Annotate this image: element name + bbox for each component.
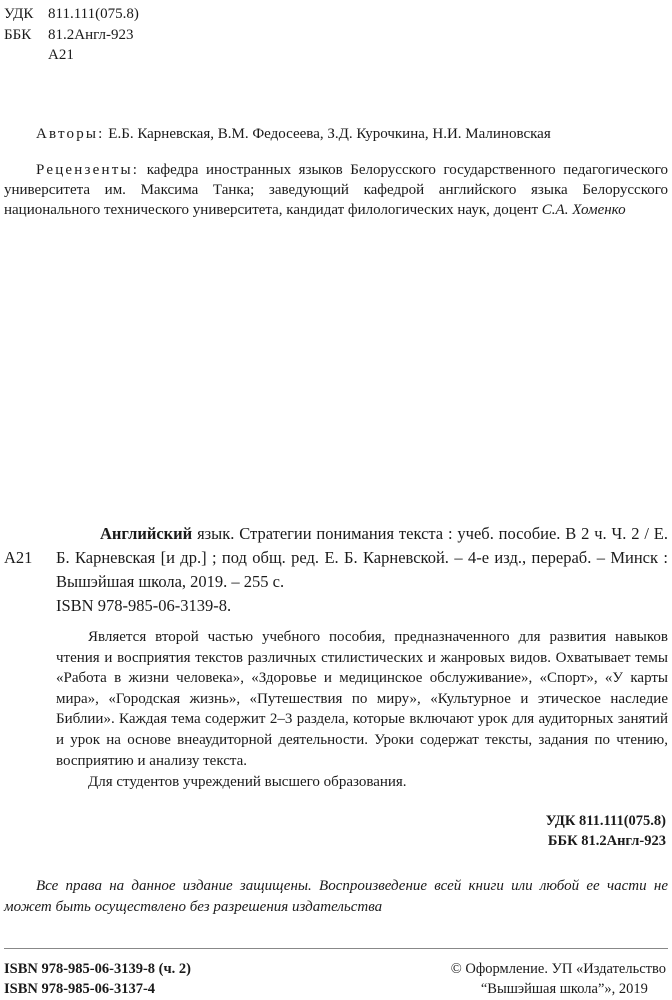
udk-row	[4, 4, 139, 25]
isbn-set: ISBN 978-985-06-3137-4	[4, 980, 156, 997]
reviewers-text: кафедра иностранных языков Белорусского государственного педагогического университета им. Максима Танка; заведующий кафедрой английского языка Белорусского национального технического университета, кандидат филологических наук, доцент	[4, 162, 669, 218]
udk-label: УДК	[4, 6, 34, 22]
footer-divider	[4, 948, 668, 949]
catalog-body	[56, 522, 668, 618]
reviewer-person: С.А. Хоменко	[541, 202, 626, 218]
authors-names: Е.Б. Карневская, В.М. Федосеева, З.Д. Курочкина, Н.И. Малиновская	[108, 126, 551, 142]
annotation-text: Является второй частью учебного пособия, предназначенного для развития навыков чтения и восприятия текстов различных стилистических и жанровых видов. Охватывает темы «Работа в жизни человека», «Здоровье и медицинское обслуживание», «Спорт», «У карты мира», «Городская жизнь», «Путешествия по миру», «Культурное и этическое наследие Библии». Каждая тема содержит 2–3 раздела, которые включают урок для аудиторных занятий и урок на основе внеаудиторной деятельности. Уроки содержат тексты, задания по чтению, восприятию и анализу текста.	[56, 629, 668, 769]
catalog-entry	[4, 522, 668, 618]
footer-copyright	[451, 960, 666, 999]
reviewers-paragraph	[4, 160, 668, 220]
catalog-description	[56, 522, 668, 594]
rights-notice: Все права на данное издание защищены. Воспроизведение всей книги или любой ее части не может быть осуществлено без разрешения издательства	[4, 878, 668, 915]
footer-isbn-block	[4, 960, 191, 999]
catalog-title-rest: язык. Стратегии понимания текста : учеб. пособие. В 2 ч. Ч. 2 / Е. Б. Карневская [и др.] ; под общ. ред. Е. Б. Карневской. – 4-е изд., перераб. – Минск : Вышэйшая школа, 2019. – 255 с.	[56, 524, 668, 591]
catalog-mark: А21	[4, 548, 33, 567]
authors-line	[36, 126, 668, 143]
annotation-audience: Для студентов учреждений высшего образования.	[88, 774, 407, 790]
copyright-line-2: “Вышэйшая школа”», 2019	[480, 980, 648, 997]
bbk-label: ББК	[4, 26, 32, 43]
bbk-row	[4, 25, 139, 46]
reviewers-label: Рецензенты:	[36, 162, 140, 178]
classification-codes	[4, 4, 139, 66]
isbn-part: ISBN 978-985-06-3139-8 (ч. 2)	[4, 961, 191, 977]
author-mark: А21	[48, 47, 74, 63]
udk-value: 811.111(075.8)	[48, 6, 139, 22]
authors-label: Авторы:	[36, 126, 105, 142]
bbk-value: 81.2Англ-923	[48, 26, 134, 43]
classification-codes-right	[546, 811, 666, 851]
bbk-right: ББК 81.2Англ-923	[547, 833, 666, 849]
catalog-isbn: ISBN 978-985-06-3139-8.	[56, 596, 232, 615]
catalog-title-bold: Английский	[100, 524, 193, 543]
udk-right: УДК 811.111(075.8)	[545, 813, 666, 829]
copyright-line-1: © Оформление. УП «Издательство	[450, 961, 666, 977]
